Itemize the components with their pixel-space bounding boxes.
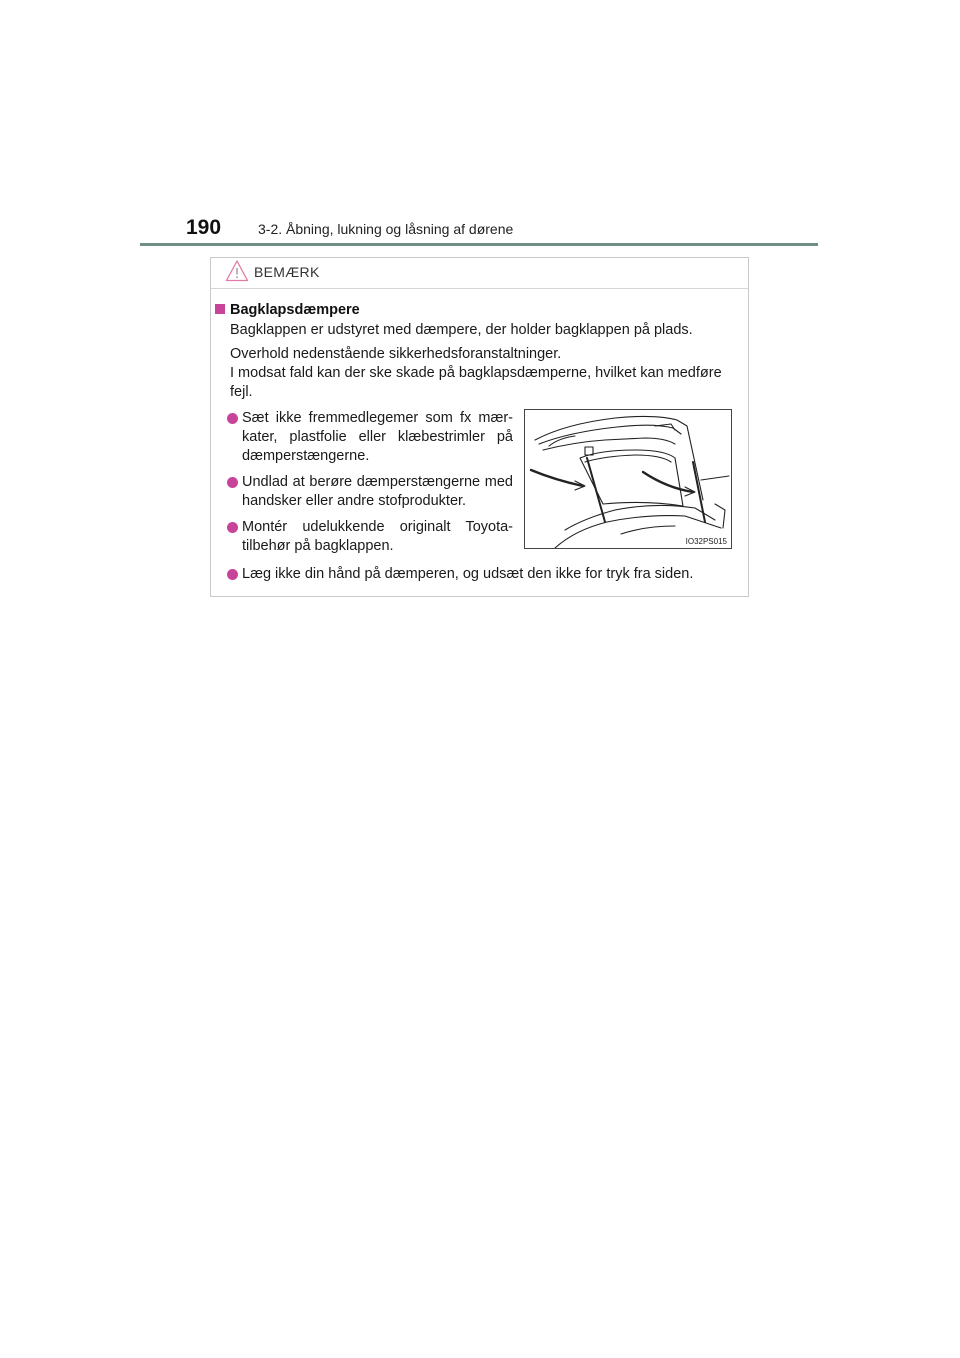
- list-item: [230, 409, 513, 466]
- block-heading: [215, 302, 360, 318]
- tailgate-damper-figure: [524, 409, 732, 549]
- round-bullet-icon: [227, 413, 238, 424]
- square-bullet-icon: [215, 304, 225, 314]
- notice-box: [210, 257, 749, 597]
- header-rule: [140, 243, 818, 246]
- round-bullet-icon: [227, 477, 238, 488]
- page-number: 190: [186, 216, 222, 239]
- round-bullet-icon: [227, 569, 238, 580]
- list-item-text: Sæt ikke fremmedlegemer som fx mær-kater, plastfolie eller klæbestrimler på dæmperstængerne.: [242, 410, 513, 464]
- figure-code: IO32PS015: [685, 537, 727, 546]
- notice-label: BEMÆRK: [254, 264, 320, 280]
- list-item: [230, 473, 513, 511]
- list-item: [230, 518, 513, 556]
- notice-header: [211, 258, 748, 289]
- bullet-list: [230, 409, 513, 563]
- list-item-text: Montér udelukkende originalt Toyota-tilbehør på bagklappen.: [242, 519, 513, 554]
- block-heading-text: Bagklapsdæmpere: [230, 302, 360, 318]
- warning-triangle-icon: [225, 259, 249, 283]
- last-bullet: [230, 565, 752, 584]
- tailgate-illustration: [525, 410, 731, 548]
- intro-paragraph: Bagklappen er udstyret med dæmpere, der holder bagklappen på plads.: [230, 322, 693, 338]
- instructions-paragraph: Overhold nedenstående sikkerhedsforanstaltninger. I modsat fald kan der ske skade på bagklapsdæmperne, hvilket kan medføre fejl.: [230, 346, 722, 400]
- section-title: 3-2. Åbning, lukning og låsning af dørene: [258, 221, 514, 237]
- round-bullet-icon: [227, 522, 238, 533]
- last-bullet-text: Læg ikke din hånd på dæmperen, og udsæt den ikke for tryk fra siden.: [242, 566, 694, 582]
- list-item-text: Undlad at berøre dæmperstængerne med handsker eller andre stofprodukter.: [242, 474, 513, 509]
